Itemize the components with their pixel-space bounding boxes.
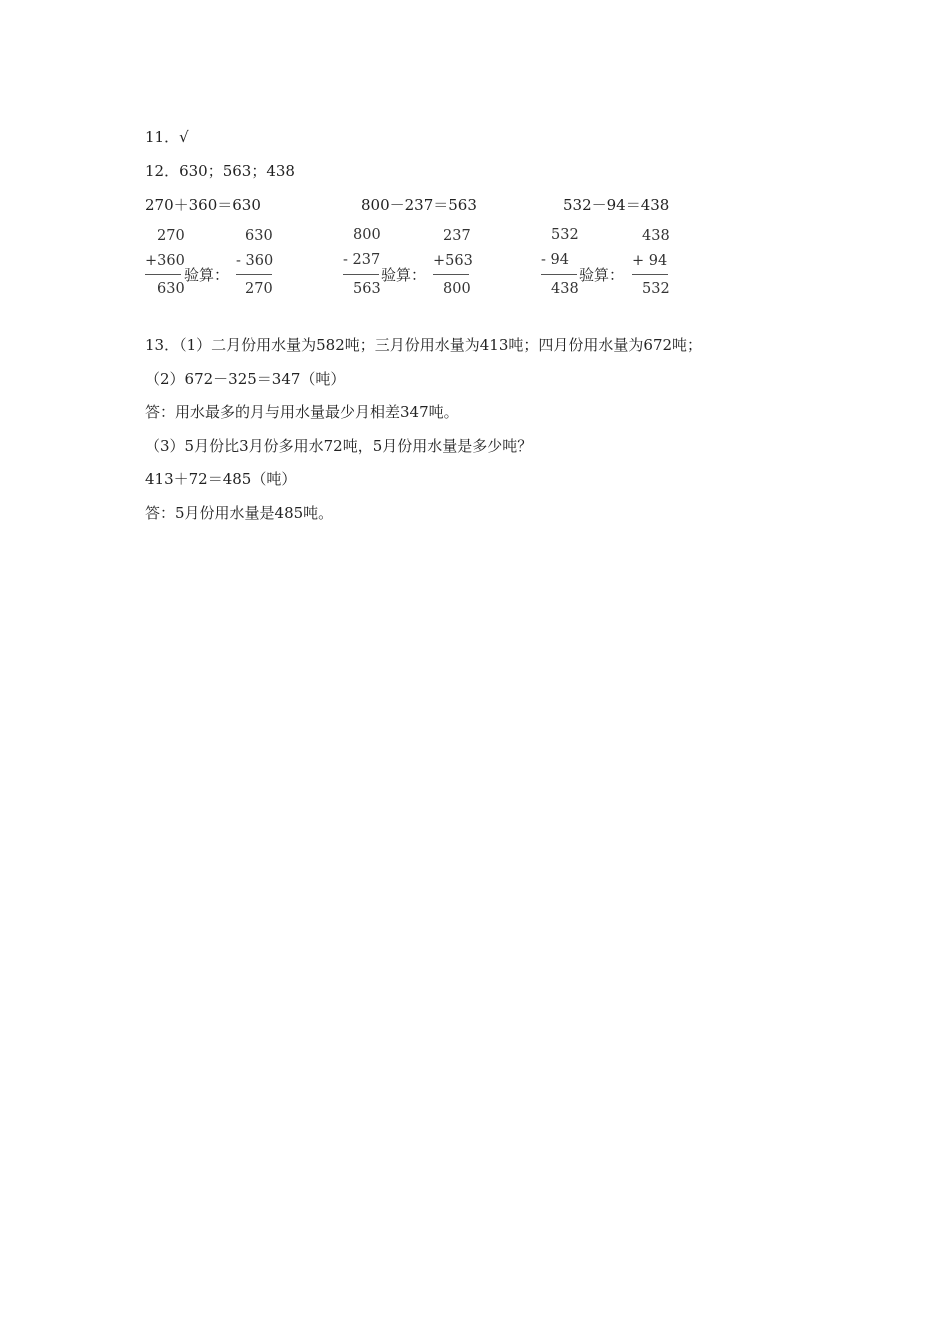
check-label: 验算：: [184, 266, 230, 284]
q13-part2-answer: 答：用水最多的月与用水量最少月相差347吨。: [145, 403, 459, 421]
q12-answer: 12．630；563；438: [145, 162, 295, 180]
q13-part3-answer: 答：5月份用水量是485吨。: [145, 504, 334, 522]
q12-equation-2: 800－237＝563: [361, 196, 477, 214]
q13-part3-equation: 413＋72＝485（吨）: [145, 470, 297, 488]
check-top: 630: [245, 228, 273, 244]
check-operand: + 94: [632, 253, 668, 269]
calc-operand: - 237: [343, 252, 381, 268]
check-underline: [433, 274, 469, 275]
check-label: 验算：: [381, 266, 427, 284]
check-operand: +563: [433, 253, 473, 269]
calc-operand: +360: [145, 253, 185, 269]
check-result: 532: [642, 281, 670, 297]
q11-answer: 11．√: [145, 128, 189, 146]
check-underline: [632, 274, 668, 275]
calc-result: 438: [551, 281, 579, 297]
calc-underline: [541, 274, 577, 275]
calc-result: 630: [157, 281, 185, 297]
q13-part3-question: （3）5月份比3月份多用水72吨，5月份用水量是多少吨？: [145, 437, 533, 455]
check-underline: [236, 274, 272, 275]
q13-part2-equation: （2）672－325＝347（吨）: [145, 370, 346, 388]
check-label: 验算：: [579, 266, 625, 284]
calc-top: 800: [353, 227, 381, 243]
calc-underline: [343, 274, 379, 275]
calc-top: 270: [157, 228, 185, 244]
check-top: 438: [642, 228, 670, 244]
calc-operand: - 94: [541, 252, 569, 268]
calc-underline: [145, 274, 181, 275]
check-result: 270: [245, 281, 273, 297]
q12-equation-1: 270＋360＝630: [145, 196, 261, 214]
check-operand: - 360: [236, 253, 274, 269]
check-result: 800: [443, 281, 471, 297]
check-top: 237: [443, 228, 471, 244]
calc-result: 563: [353, 281, 381, 297]
q12-equation-3: 532－94＝438: [563, 196, 670, 214]
q13-part1: 13．（1）二月份用水量为582吨；三月份用水量为413吨；四月份用水量为672吨；: [145, 336, 703, 354]
calc-top: 532: [551, 227, 579, 243]
